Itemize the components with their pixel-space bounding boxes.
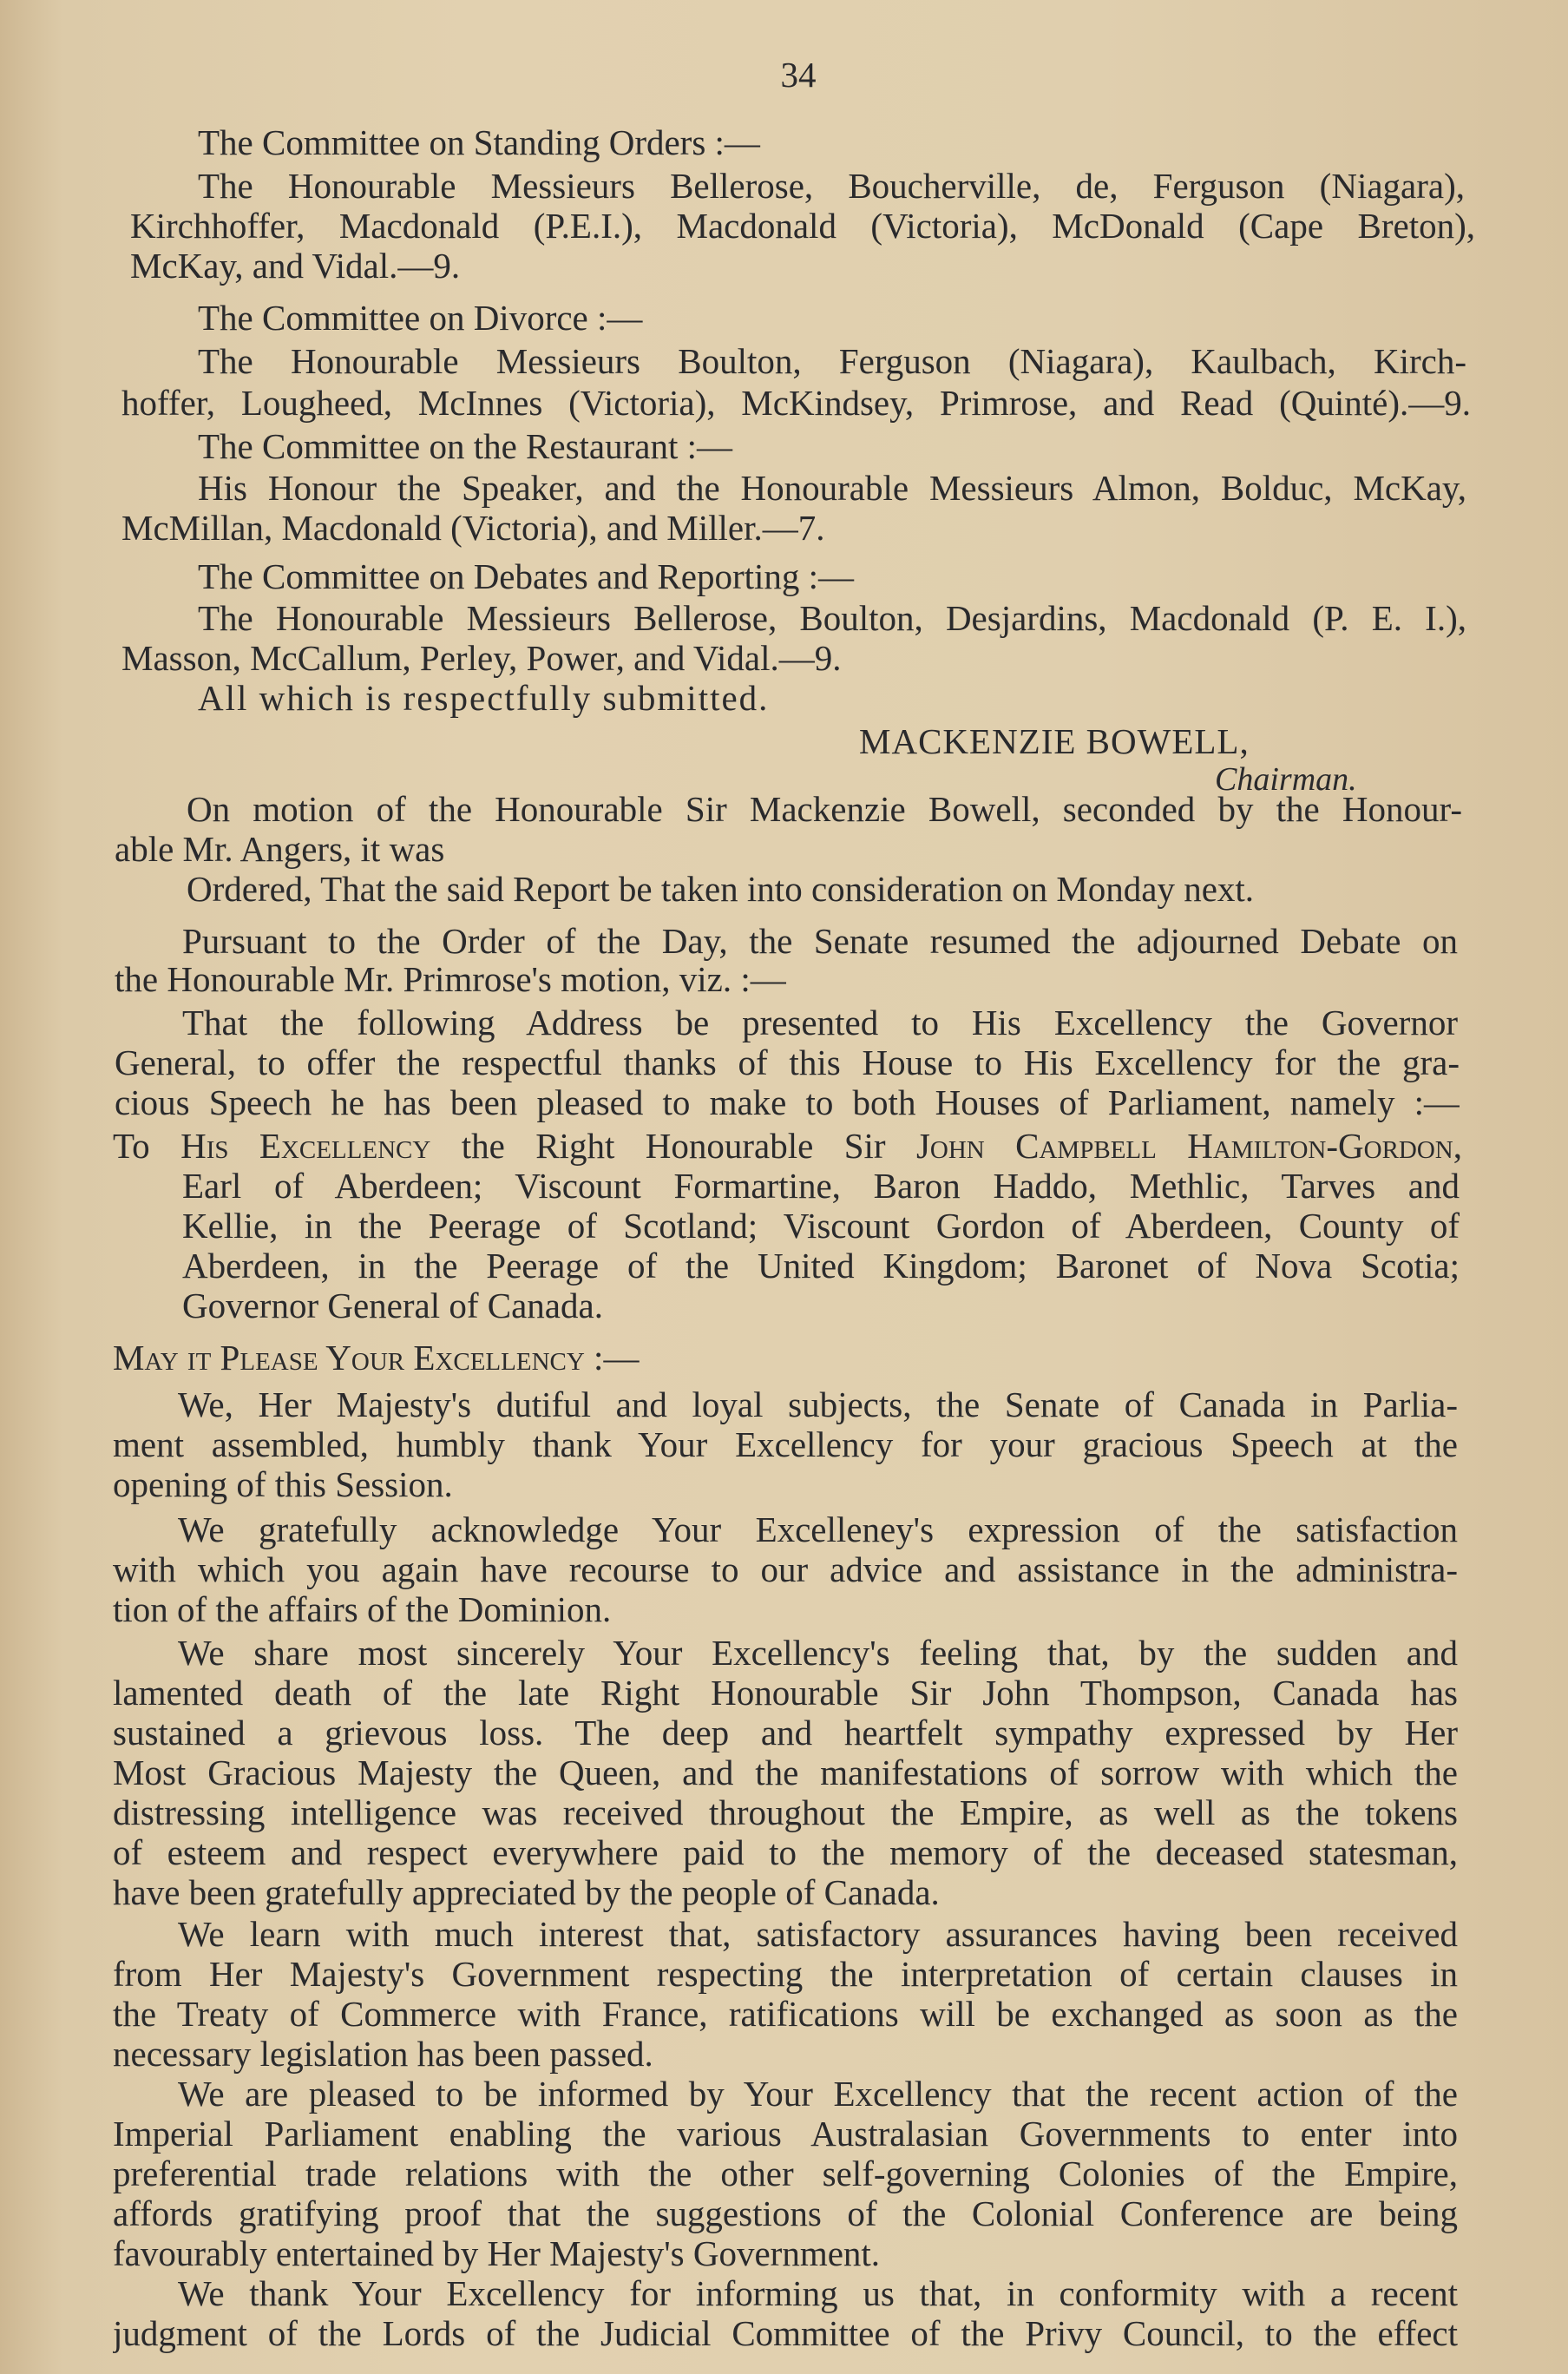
pursuant-line: Pursuant to the Order of the Day, the Senate resumed the adjourned Debate on <box>182 921 1458 961</box>
paragraph-line: We are pleased to be informed by Your Excellency that the recent action of the <box>178 2074 1458 2114</box>
paragraph-line: ment assembled, humbly thank Your Excellency for your gracious Speech at the <box>113 1424 1458 1464</box>
paragraph-line: Most Gracious Majesty the Queen, and the manifestations of sorrow with which the <box>113 1753 1458 1792</box>
paragraph-line: We, Her Majesty's dutiful and loyal subjects, the Senate of Canada in Parlia- <box>178 1384 1458 1424</box>
paragraph-line: We thank Your Excellency for informing us that, in conformity with a recent <box>178 2273 1458 2313</box>
paragraph-line: opening of this Session. <box>113 1464 453 1504</box>
debates-line: Masson, McCallum, Perley, Power, and Vidal.—9. <box>121 638 842 678</box>
to-word: To <box>113 1126 181 1166</box>
salutation: May it Please Your Excellency :— <box>113 1338 640 1378</box>
paragraph-line: sustained a grievous loss. The deep and heartfelt sympathy expressed by Her <box>113 1713 1458 1753</box>
paragraph-line: with which you again have recourse to our advice and assistance in the administra- <box>113 1549 1458 1589</box>
title-line: Earl of Aberdeen; Viscount Formartine, Baron Haddo, Methlic, Tarves and <box>182 1166 1460 1206</box>
signature-name: MACKENZIE BOWELL, <box>859 721 1250 761</box>
paragraph-line: tion of the affairs of the Dominion. <box>113 1589 612 1629</box>
paragraph-line: lamented death of the late Right Honourable Sir John Thompson, Canada has <box>113 1673 1458 1713</box>
paragraph-line: have been gratefully appreciated by the people of Canada. <box>113 1872 940 1912</box>
motion-line: able Mr. Angers, it was <box>115 829 445 869</box>
restaurant-line: McMillan, Macdonald (Victoria), and Miller.—7. <box>121 508 825 548</box>
paragraph-line: preferential trade relations with the other self-governing Colonies of the Empire, <box>113 2154 1458 2193</box>
his-excellency: His Excellency <box>180 1126 431 1166</box>
address-intro-line: cious Speech he has been pleased to make to both Houses of Parliament, namely :— <box>115 1082 1460 1122</box>
paragraph-line: We share most sincerely Your Excellency's feeling that, by the sudden and <box>178 1633 1458 1673</box>
governor-name: John Campbell Hamilton-Gordon, <box>915 1126 1462 1166</box>
title-line: Aberdeen, in the Peerage of the United Kingdom; Baronet of Nova Scotia; <box>182 1246 1460 1286</box>
to-mid: the Right Honourable Sir <box>430 1126 916 1166</box>
motion-line: On motion of the Honourable Sir Mackenzie Bowell, seconded by the Honour- <box>187 789 1462 829</box>
paragraph-line: necessary legislation has been passed. <box>113 2034 653 2074</box>
paragraph-line: judgment of the Lords of the Judicial Committee of the Privy Council, to the effect <box>113 2313 1458 2353</box>
ordered-line: Ordered, That the said Report be taken into consideration on Monday next. <box>187 869 1255 909</box>
paragraph-line: favourably entertained by Her Majesty's Government. <box>113 2233 881 2273</box>
debates-heading: The Committee on Debates and Reporting :— <box>198 556 855 596</box>
paragraph-line: We learn with much interest that, satisfactory assurances having been received <box>178 1914 1458 1954</box>
paragraph-line: Imperial Parliament enabling the various Australasian Governments to enter into <box>113 2114 1458 2154</box>
restaurant-line: His Honour the Speaker, and the Honourable Messieurs Almon, Bolduc, McKay, <box>198 468 1466 508</box>
debates-line: The Honourable Messieurs Bellerose, Boulton, Desjardins, Macdonald (P. E. I.), <box>198 598 1466 638</box>
submitted-line: All which is respectfully submitted. <box>198 678 770 718</box>
paragraph-line: affords gratifying proof that the suggestions of the Colonial Conference are being <box>113 2193 1458 2233</box>
paragraph-line: the Treaty of Commerce with France, ratifications will be exchanged as soon as the <box>113 1994 1458 2034</box>
page-number: 34 <box>780 55 817 95</box>
divorce-line: hoffer, Lougheed, McInnes (Victoria), McKindsey, Primrose, and Read (Quinté).—9. <box>121 383 1471 423</box>
address-intro-line: That the following Address be presented to His Excellency the Governor <box>182 1003 1458 1042</box>
address-intro-line: General, to offer the respectful thanks of this House to His Excellency for the gra- <box>115 1042 1460 1082</box>
signature-title: Chairman. <box>1215 761 1357 798</box>
standing-orders-line: The Honourable Messieurs Bellerose, Boucherville, de, Ferguson (Niagara), <box>198 166 1465 206</box>
pursuant-line: the Honourable Mr. Primrose's motion, viz. :— <box>115 959 786 999</box>
to-his-excellency-line <box>113 1125 1462 1167</box>
paragraph-line: from Her Majesty's Government respecting the interpretation of certain clauses in <box>113 1954 1458 1994</box>
paragraph-line: distressing intelligence was received throughout the Empire, as well as the tokens <box>113 1792 1458 1832</box>
standing-orders-line: Kirchhoffer, Macdonald (P.E.I.), Macdonald (Victoria), McDonald (Cape Breton), <box>130 206 1475 246</box>
divorce-heading: The Committee on Divorce :— <box>198 298 643 338</box>
standing-orders-line: McKay, and Vidal.—9. <box>130 246 461 286</box>
title-line: Kellie, in the Peerage of Scotland; Viscount Gordon of Aberdeen, County of <box>182 1206 1460 1246</box>
title-line: Governor General of Canada. <box>182 1286 603 1325</box>
paragraph-line: We gratefully acknowledge Your Excelleney's expression of the satisfaction <box>178 1509 1458 1549</box>
paragraph-line: of esteem and respect everywhere paid to the memory of the deceased statesman, <box>113 1832 1458 1872</box>
standing-orders-heading: The Committee on Standing Orders :— <box>198 122 760 162</box>
divorce-line: The Honourable Messieurs Boulton, Ferguson (Niagara), Kaulbach, Kirch- <box>198 341 1466 381</box>
restaurant-heading: The Committee on the Restaurant :— <box>198 426 733 466</box>
